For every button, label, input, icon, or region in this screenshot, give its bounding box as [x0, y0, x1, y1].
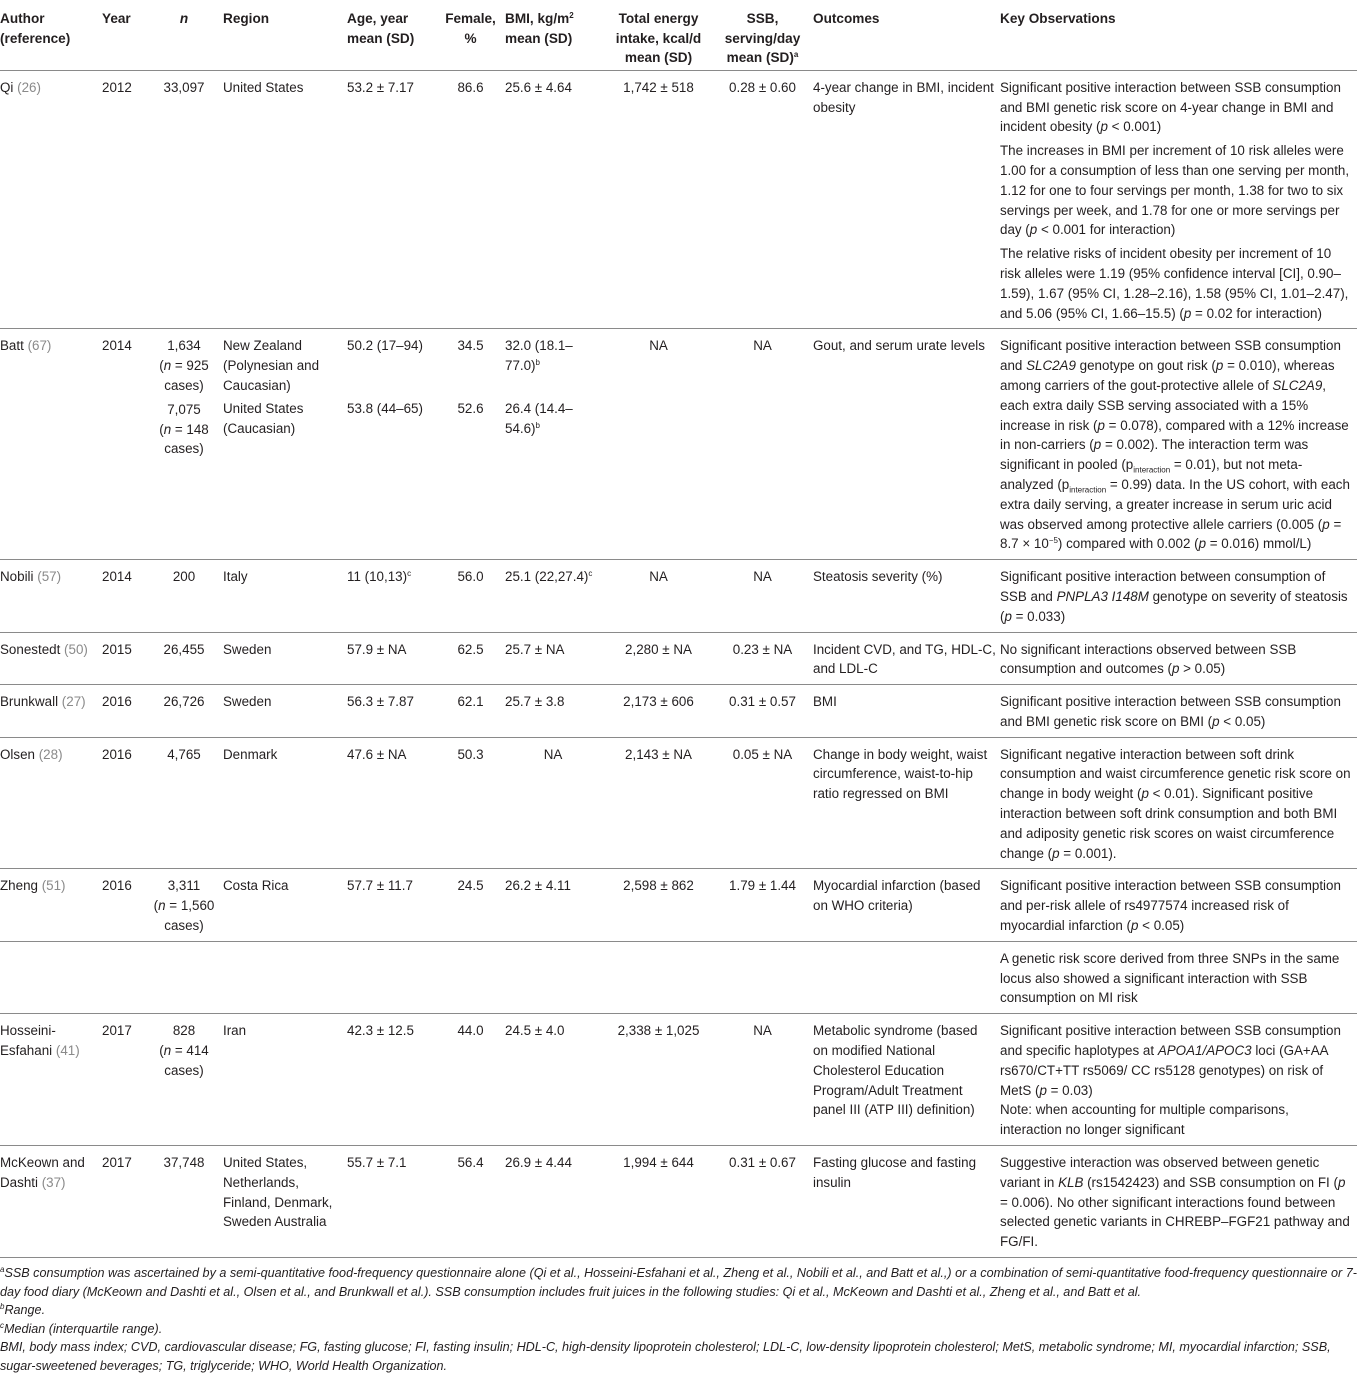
ssb-cell: NA [753, 569, 772, 585]
age-cell: 55.7 ± 7.1 [347, 1155, 407, 1171]
energy-cell: NA [649, 338, 668, 354]
female-cell: 34.5 52.6 [457, 338, 484, 417]
reference-link[interactable]: (26) [17, 79, 41, 95]
observations-cell: Significant positive interaction between SSB consumption and BMI genetic risk score on 4-year change in BMI and incident obesity (p < 0.001) The increases in BMI per increment of 10 risk alleles were 1.00 for a consumption of less than one serving per month, 1.12 for one to four servings per month, 1.38 for two to six servings per week, and 1.78 for one or more servings per day (p < 0.001 for interaction) The relative risks of incident obesity per increment of 10 risk alleles were 1.19 (95% confidence interval [CI], 0.90–1.59), 1.67 (95% CI, 1.28–2.16), 1.58 (95% CI, 1.01–2.47), and 5.06 (95% CI, 1.66–15.5) (p = 0.02 for interaction) [1000, 79, 1350, 321]
year-cell: 2012 [102, 79, 132, 95]
observations-cell: Significant positive interaction between consumption of SSB and PNPLA3 I148M genotype on severity of steatosis (p = 0.033) [1000, 569, 1348, 624]
region-cell: Iran [223, 1023, 247, 1039]
header-female: Female, % [445, 11, 496, 46]
outcomes-cell: Fasting glucose and fasting insulin [813, 1155, 977, 1190]
author-cell: Nobili (57) [0, 569, 62, 585]
bmi-cell: NA [543, 746, 563, 762]
year-cell: 2016 [102, 746, 132, 762]
header-ssb: SSB, serving/day mean (SD)$^a$ [724, 11, 801, 66]
bmi-cell: 25.6 ± 4.64 [505, 79, 572, 95]
n-cell: 3,311 (n = 1,560 cases) [153, 878, 215, 934]
author-cell: Qi (26) [0, 79, 41, 95]
energy-cell: 2,280 ± NA [625, 641, 692, 657]
observations-cell: A genetic risk score derived from three SNPs in the same locus also showed a significant interaction with SSB consumption on MI risk [1000, 950, 1340, 1006]
header-energy: Total energy intake, kcal/d mean (SD) [615, 11, 702, 66]
n-cell: 26,726 [163, 694, 205, 710]
author-cell: Batt (67) [0, 338, 52, 354]
age-cell: 57.7 ± 11.7 [347, 878, 413, 894]
observations-cell: Significant positive interaction between SSB consumption and BMI genetic risk score on BMI (p < 0.05) [1000, 694, 1341, 729]
footnote-abbreviations: BMI, body mass index; CVD, cardiovascular disease; FG, fasting glucose; FI, fasting insulin; HDL-C, high-density lipoprotein cholesterol; LDL-C, low-density lipoprotein cholesterol; MetS, metabolic syndrome; MI, myocardial infarction; SSB, sugar-sweetened beverages; TG, triglyceride; WHO, World Health Organization. [0, 1340, 1331, 1373]
author-cell: Zheng (51) [0, 878, 66, 894]
year-cell: 2015 [102, 641, 132, 657]
age-cell: 56.3 ± 7.87 [347, 694, 414, 710]
female-cell: 56.0 [457, 569, 484, 585]
header-row [0, 0, 1357, 70]
ssb-cell: 0.23 ± NA [732, 641, 793, 657]
female-cell: 62.5 [457, 641, 484, 657]
reference-link[interactable]: (28) [38, 746, 63, 762]
age-cell: 53.2 ± 7.17 [347, 79, 414, 95]
reference-link[interactable]: (51) [41, 878, 66, 894]
female-cell: 62.1 [457, 694, 484, 710]
author-cell: Olsen (28) [0, 746, 63, 762]
n-cell: 33,097 [163, 79, 205, 95]
author-cell: Brunkwall (27) [0, 694, 86, 710]
table-row [0, 869, 1357, 941]
table-footnotes [0, 1258, 1357, 1376]
age-cell: 11 $(10,13)^c$ [347, 569, 412, 585]
year-cell: 2016 [102, 694, 132, 710]
bmi-cell: 26.2 ± 4.11 [505, 878, 571, 894]
female-cell: 50.3 [457, 746, 484, 762]
year-cell: 2016 [102, 878, 132, 894]
n-cell: 4,765 [167, 746, 201, 762]
header-bmi: BMI, $kg/m^2$ mean (SD) [505, 11, 574, 46]
reference-link[interactable]: (41) [55, 1043, 80, 1059]
empty-cell [0, 941, 1000, 1013]
region-cell: United States, Netherlands, Finland, Denmark, Sweden Australia [223, 1155, 333, 1230]
table-row [0, 685, 1357, 738]
ssb-cell: 1.79 ± 1.44 [729, 878, 796, 894]
outcomes-cell: Incident CVD, and TG, HDL-C, and LDL-C [813, 641, 996, 677]
bmi-cell: 26.9 ± 4.44 [505, 1155, 572, 1171]
ssb-cell: NA [753, 338, 772, 354]
bmi-cell: 25.7 ± NA [505, 641, 565, 657]
reference-link[interactable]: (57) [37, 569, 62, 585]
outcomes-cell: BMI [813, 694, 837, 710]
header-outcomes: Outcomes [813, 11, 880, 26]
footnote-a: $^a$SSB consumption was ascertained by a semi-quantitative food-frequency questionnaire alone (Qi et al., Hosseini-Esfahani et al., Zheng et al., Nobili et al., and Batt et al.,) or a combination of semi-quantitative food-frequency questionnaire or 7-day food diary (McKeown and Dashti et al., Olsen et al., and Brunkwall et al.). SSB consumption includes fruit juices in the following studies: Qi et al., McKeown and Dashti et al., Zheng et al., and Batt et al. [0, 1265, 1357, 1299]
observations-cell: Significant negative interaction between soft drink consumption and waist circumference genetic risk score on change in body weight (p < 0.01). Significant positive interaction between soft drink consumption and both BMI and adiposity genetic risk scores on waist circumference change (p = 0.001). [1000, 746, 1351, 861]
footnote-c: $^c$Median (interquartile range). [0, 1320, 163, 1336]
table-row [0, 941, 1357, 1013]
region-cell: United States [223, 79, 304, 95]
table-row [0, 70, 1357, 329]
outcomes-cell: Steatosis severity (%) [813, 569, 943, 585]
header-year: Year [102, 11, 131, 26]
outcomes-cell: Change in body weight, waist circumference, waist-to-hip ratio regressed on BMI [813, 746, 988, 802]
bmi-cell: 24.5 ± 4.0 [505, 1023, 565, 1039]
female-cell: 56.4 [457, 1155, 484, 1171]
n-cell: 200 [172, 569, 196, 585]
observations-cell: No significant interactions observed between SSB consumption and outcomes (p > 0.05) [1000, 641, 1297, 677]
ssb-cell: 0.28 ± 0.60 [729, 79, 796, 95]
year-cell: 2017 [102, 1023, 132, 1039]
year-cell: 2014 [102, 569, 132, 585]
table-row [0, 560, 1357, 632]
age-cell: 57.9 ± NA [347, 641, 407, 657]
observations-cell: Suggestive interaction was observed between genetic variant in KLB (rs1542423) and SSB consumption on FI (p = 0.006). No other significant interactions found between selected genetic variants in CHREBP–FGF21 pathway and FG/FI. [1000, 1155, 1350, 1250]
header-author: Author (reference) [0, 11, 71, 46]
region-cell: Italy [223, 569, 248, 585]
age-cell: 47.6 ± NA [347, 746, 407, 762]
n-cell: 37,748 [163, 1155, 205, 1171]
table-row [0, 1146, 1357, 1258]
energy-cell: NA [649, 569, 668, 585]
observations-cell: Significant positive interaction between SSB consumption and per-risk allele of rs4977574 increased risk of myocardial infarction (p < 0.05) [1000, 878, 1341, 934]
outcomes-cell: Metabolic syndrome (based on modified National Cholesterol Education Program/Adult Treatment panel III (ATP III) definition) [813, 1023, 978, 1118]
table-row [0, 329, 1357, 560]
bmi-cell: 25.7 ± 3.8 [505, 694, 565, 710]
header-age: Age, year mean (SD) [347, 11, 415, 46]
energy-cell: 2,173 ± 606 [623, 694, 694, 710]
energy-cell: 2,143 ± NA [625, 746, 692, 762]
table-row [0, 737, 1357, 869]
bmi-cell: 32.0 $(18.1-77.0)^b$ 26.4 $(14.4-54.6)^b$ [505, 338, 573, 437]
female-cell: 44.0 [457, 1023, 484, 1039]
region-cell: Sweden [223, 641, 272, 657]
n-cell: 26,455 [163, 641, 205, 657]
female-cell: 24.5 [457, 878, 484, 894]
energy-cell: 2,338 ± 1,025 [617, 1023, 700, 1039]
energy-cell: 1,994 ± 644 [623, 1155, 694, 1171]
footnote-b: $^b$Range. [0, 1302, 46, 1318]
female-cell: 86.6 [457, 79, 484, 95]
n-cell: 1,634 (n = 925 cases) 7,075 (n = 148 cases) [159, 338, 209, 457]
ssb-cell: 0.31 ± 0.57 [729, 694, 796, 710]
reference-link[interactable]: (50) [64, 641, 88, 657]
age-cell: 50.2 (17–94) 53.8 (44–65) [347, 338, 423, 417]
table-row [0, 632, 1357, 685]
observations-cell: Significant positive interaction between SSB consumption and specific haplotypes at APOA1/APOC3 loci (GA+AA rs670/CT+TT rs5069/ CC rs5128 genotypes) on risk of MetS (p = 0.03) Note: when accounting for multiple comparisons, interaction no longer significant [1000, 1023, 1341, 1138]
ssb-cell: 0.31 ± 0.67 [729, 1155, 796, 1171]
year-cell: 2017 [102, 1155, 132, 1171]
year-cell: 2014 [102, 338, 132, 354]
author-cell: Hosseini-Esfahani (41) [0, 1023, 80, 1059]
ssb-cell: 0.05 ± NA [732, 746, 793, 762]
author-cell: Sonestedt (50) [0, 641, 88, 657]
reference-link[interactable]: (27) [61, 694, 86, 710]
region-cell: New Zealand (Polynesian and Caucasian) United States (Caucasian) [223, 338, 320, 437]
header-n: n [179, 11, 189, 26]
outcomes-cell: Myocardial infarction (based on WHO criteria) [813, 878, 981, 914]
ssb-cell: NA [753, 1023, 772, 1039]
region-cell: Costa Rica [223, 878, 289, 894]
age-cell: 42.3 ± 12.5 [347, 1023, 414, 1039]
bmi-cell: 25.1 $(22,27.4)^c$ [505, 569, 593, 585]
table-row [0, 1014, 1357, 1146]
region-cell: Sweden [223, 694, 272, 710]
reference-link[interactable]: (67) [27, 338, 52, 354]
region-cell: Denmark [223, 746, 278, 762]
energy-cell: 1,742 ± 518 [623, 79, 694, 95]
observations-cell: Significant positive interaction between SSB consumption and SLC2A9 genotype on gout risk (p = 0.010), whereas among carriers of the gout-protective allele of SLC2A9, each extra daily SSB serving associated with a 15% increase in risk (p = 0.078), compared with a 12% increase in non-carriers (p = 0.002). The interaction term was significant in pooled $(p_{interaction} = 0.01)$, but not meta-analyzed $(p_{interaction} = 0.99)$ data. In the US cohort, with each extra daily serving, a greater increase in serum uric acid was observed among protective allele carriers (0.005 $(p = 8.7 \times 10^{-5})$ compared with 0.002 (p = 0.016) mmol/L) [1000, 338, 1350, 552]
header-region: Region [223, 11, 270, 26]
header-key-observations: Key Observations [1000, 11, 1116, 26]
outcomes-cell: 4-year change in BMI, incident obesity [813, 79, 994, 115]
reference-link[interactable]: (37) [41, 1174, 66, 1190]
n-cell: 828 (n = 414 cases) [159, 1023, 209, 1078]
energy-cell: 2,598 ± 862 [623, 878, 694, 894]
outcomes-cell: Gout, and serum urate levels [813, 338, 985, 354]
author-cell: McKeown and Dashti (37) [0, 1155, 85, 1190]
